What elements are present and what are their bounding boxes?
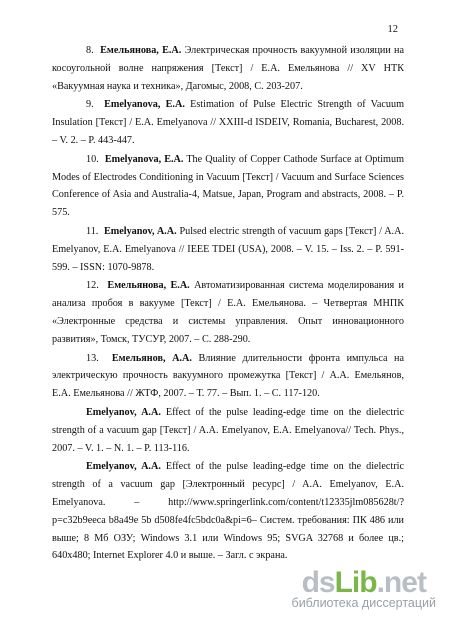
logo-ds: ds [301, 566, 335, 599]
reference-author: Emelyanov, A.A. [86, 461, 161, 473]
reference-text: Электрическая прочность вакуумной изоляции на косоугольной волне напряжения [Текст] / Е.А. Емельянова // XV НТК «Вакуумная наука и техника», Дагомыс, 2008, С. 203-207. [52, 45, 405, 92]
reference-text: Pulsed electric strength of vacuum gaps [Текст] / A.A. Emelyanov, E.A. Emelyanova // IEEE TDEI (USA), 2008. – V. 15. – Iss. 2. – P. 591-599. – ISSN: 1070-9878. [52, 225, 405, 273]
reference-item [52, 277, 404, 348]
logo-net: .net [376, 566, 426, 599]
reference-item [52, 404, 404, 457]
reference-text: Влияние длительности фронта импульса на электрическую прочность вакуумного промежутка [Текст] / А.А. Емельянов, Е.А. Емельянова // ЖТФ, 2007. – Т. 77. – Вып. 1. – С. 117-120. [52, 352, 405, 400]
reference-item [52, 223, 404, 276]
reference-author: Emelyanov, A.A. [103, 225, 177, 237]
reference-author: Емельянова, Е.А. [107, 280, 190, 292]
dslib-logo [292, 566, 436, 600]
watermark-tagline: библиотека диссертаций [291, 596, 436, 610]
reference-author: Emelyanova, E.A. [104, 99, 185, 111]
reference-text: Автоматизированная система моделирования и анализа пробоя в вакууме [Текст] / Е.А. Емельянова. – Четвертая МНПК «Электронные средства и системы управления. Опыт инновационного развития», Томск, ТУСУР, 2007. – С. 288-290. [52, 280, 405, 345]
page-number: 12 [387, 24, 398, 35]
reference-number: 11. [86, 225, 99, 237]
reference-item [52, 151, 404, 222]
reference-author: Емельянов, А.А. [111, 352, 192, 364]
reference-number: 10. [86, 153, 99, 165]
reference-number: 13. [86, 352, 99, 364]
reference-number: 9. [86, 99, 94, 111]
reference-item [52, 350, 404, 403]
logo-lib: Lib [334, 566, 377, 599]
reference-item [52, 96, 404, 149]
reference-author: Emelyanov, A.A. [86, 406, 161, 418]
reference-number: 12. [86, 280, 99, 292]
reference-text: Effect of the pulse leading-edge time on the dielectric strength of a vacuum gap [Текст] / A.A. Emelyanov, E.A. Emelyanova// Tech. Phys., 2007. – V. 1. – N. 1. – P. 113-116. [52, 406, 404, 454]
reference-text: Effect of the pulse leading-edge time on the dielectric strength of a vacuum gap [Электронный ресурс] / A.A. Emelyanov, E.A. Emelyanova. – http://www.springerlink.com/content/t12335jlm085628t/?p=c32b9eeca b8a49e 5b d508fe4fc5bdc0a&pi=6– Систем. требования: ПК 486 или выше; 8 Мб ОЗУ; Windows 3.1 или Windows 95; SVGA 32768 и более цв.; 640x480; Internet Explorer 4.0 и выше. – Загл. с экрана. [52, 461, 404, 562]
reference-text: The Quality of Copper Cathode Surface at Optimum Modes of Electrodes Conditioning in Vacuum [Текст] / Vacuum and Surface Sciences Conference of Asia and Australia-4, Matsue, Japan, Program and abstracts, 2008. – P. 575. [52, 153, 405, 219]
reference-text: Estimation of Pulse Electric Strength of Vacuum Insulation [Текст] / E.A. Emelyanova // XXIII-d ISDEIV, Romania, Bucharest, 2008. – V. 2. – P. 443-447. [52, 99, 405, 146]
dslib-watermark [292, 566, 436, 610]
reference-author: Емельянова, Е.А. [100, 45, 182, 56]
reference-item [52, 458, 404, 565]
reference-list [52, 42, 404, 565]
reference-number: 8. [86, 45, 94, 56]
reference-author: Emelyanova, E.A. [104, 153, 184, 165]
reference-item [52, 42, 404, 95]
